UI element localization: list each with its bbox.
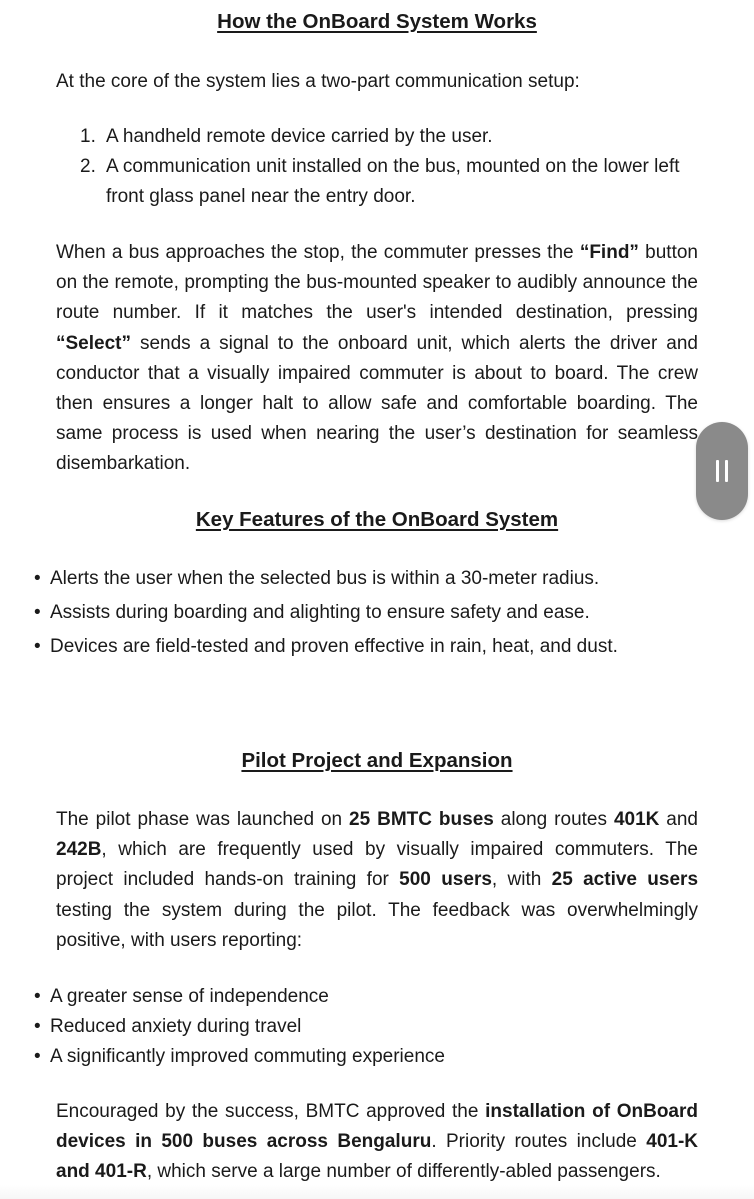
pilot-paragraph	[56, 805, 698, 956]
text-run: . Priority routes include	[431, 1131, 647, 1153]
bullet-glyph: •	[34, 1046, 41, 1067]
section-heading-key-features: Key Features of the OnBoard System	[195, 508, 559, 531]
section-heading-pilot-project: Pilot Project and Expansion	[241, 749, 513, 772]
text-run: and	[659, 809, 698, 830]
text-run: The pilot phase was launched on	[56, 809, 350, 830]
list-item-text: Reduced anxiety during travel	[50, 1016, 302, 1037]
bullet-glyph: •	[34, 1016, 41, 1037]
bold-text: 401-K and 401-R	[56, 1131, 698, 1183]
text-run: , with	[491, 869, 552, 891]
intro-paragraph: At the core of the system lies a two-part communication setup:	[56, 71, 580, 92]
text-run: along routes	[493, 809, 614, 830]
section-heading-how-it-works: How the OnBoard System Works	[217, 10, 537, 33]
process-paragraph	[56, 238, 698, 480]
text-run: testing the system during the pilot. The feedback was overwhelmingly positive, with users reporting:	[56, 899, 698, 951]
expansion-paragraph	[56, 1097, 698, 1199]
bold-text: 500 users	[399, 869, 492, 891]
list-item	[80, 122, 700, 152]
list-item	[34, 1012, 714, 1042]
text-run: sends a signal to the onboard unit, which alerts the driver and conductor that a visually impaired commuter is about to board. The crew then ensures a longer halt to allow safe and comfortable boarding. The same process is used when nearing the user’s destination for seamless disembarkation.	[56, 332, 698, 475]
bold-text: 25 active users	[551, 869, 699, 891]
list-item	[34, 564, 714, 598]
bottom-fade	[0, 1185, 754, 1199]
grip-line-icon	[716, 460, 719, 482]
bullet-glyph: •	[34, 636, 41, 657]
bold-text: installation of OnBoard devices in 500 buses across Bengaluru	[56, 1101, 698, 1153]
list-item	[34, 982, 714, 1012]
list-item-text: A handheld remote device carried by the user.	[106, 126, 493, 147]
list-item	[80, 152, 700, 212]
feedback-list	[34, 982, 714, 1074]
find-keyword: “Find”	[579, 242, 639, 263]
list-item-text: A significantly improved commuting experience	[50, 1046, 445, 1067]
list-item-text: Alerts the user when the selected bus is within a 30-meter radius.	[50, 568, 600, 589]
list-number: 2.	[80, 156, 96, 178]
text-run: , which are frequently used by visually impaired commuters. The project included hands-on training for	[56, 839, 698, 891]
grip-line-icon	[725, 460, 728, 482]
list-item-text: Assists during boarding and alighting to ensure safety and ease.	[50, 602, 590, 623]
list-item-text: A communication unit installed on the bus, mounted on the lower left front glass panel near the entry door.	[106, 156, 680, 208]
bullet-glyph: •	[34, 986, 41, 1007]
features-list	[34, 564, 714, 666]
list-item-text: A greater sense of independence	[50, 986, 329, 1007]
bullet-glyph: •	[34, 568, 41, 589]
list-number: 1.	[80, 126, 96, 147]
text-run: Encouraged by the success, BMTC approved the	[56, 1101, 486, 1122]
list-item	[34, 1042, 714, 1072]
bullet-glyph: •	[34, 602, 41, 623]
list-item	[34, 632, 714, 666]
list-item	[34, 598, 714, 632]
steps-list	[80, 122, 700, 213]
scroll-handle[interactable]	[696, 422, 748, 520]
select-keyword: “Select”	[56, 332, 131, 354]
list-item-text: Devices are field-tested and proven effective in rain, heat, and dust.	[50, 636, 618, 657]
bold-text: 401K	[613, 809, 660, 830]
text-run: When a bus approaches the stop, the commuter presses the	[56, 242, 580, 263]
bold-text: 242B	[56, 839, 102, 861]
text-run: , which serve a large number of differently-abled passengers.	[146, 1161, 661, 1183]
bold-text: 25 BMTC buses	[349, 809, 494, 830]
text-run: button on the remote, prompting the bus-mounted speaker to audibly announce the route number. If it matches the user's intended destination, pressing	[56, 242, 698, 324]
